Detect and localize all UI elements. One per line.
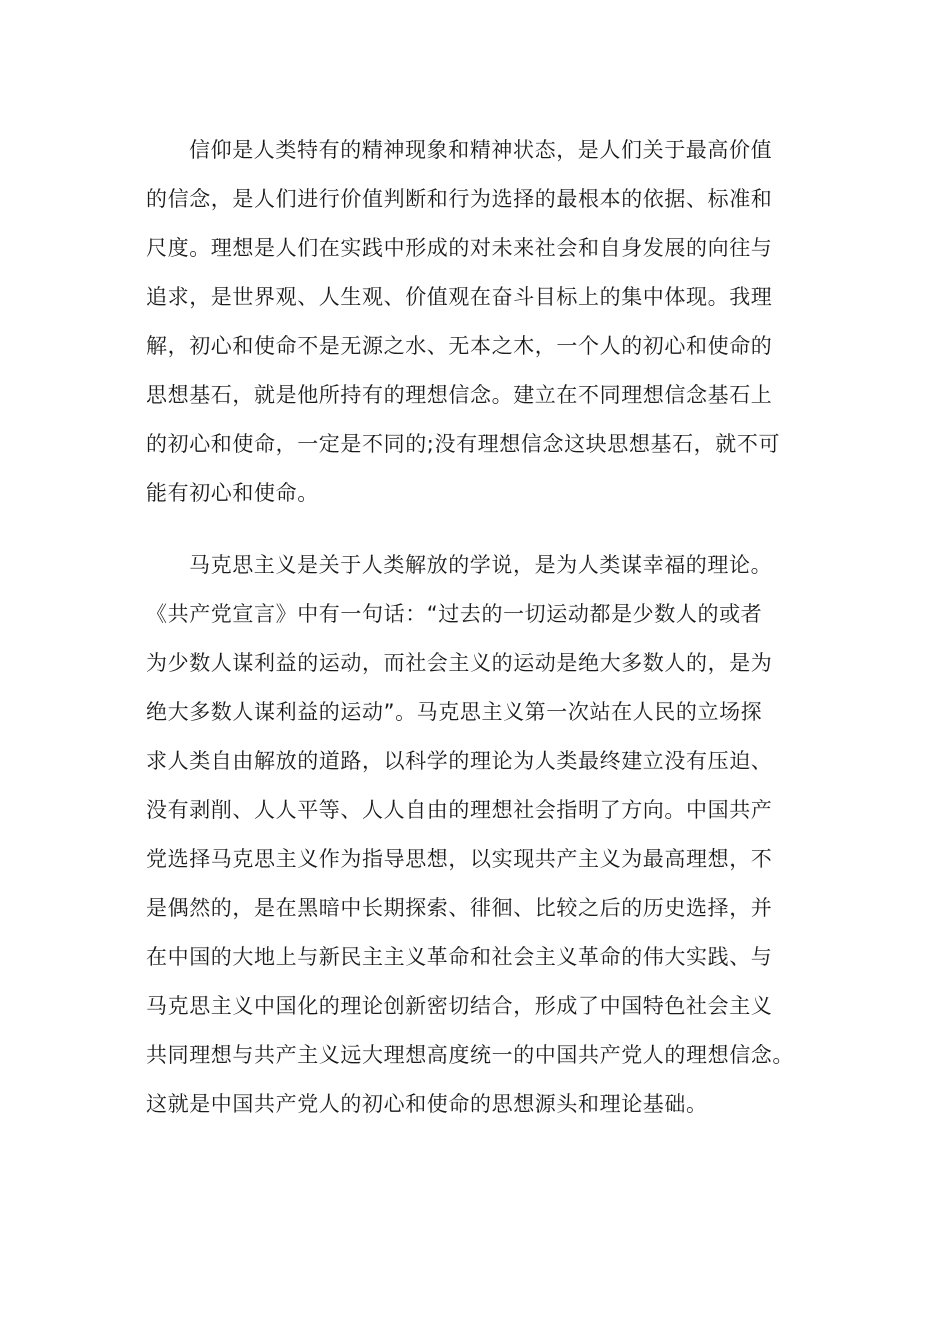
text-line: 尺度。理想是人们在实践中形成的对未来社会和自身发展的向往与	[146, 236, 773, 260]
text-line: 能有初心和使命。	[146, 481, 319, 505]
text-line: 解，初心和使命不是无源之水、无本之木，一个人的初心和使命的	[146, 334, 773, 358]
text-line: 信仰是人类特有的精神现象和精神状态，是人们关于最高价值	[189, 138, 773, 162]
text-line: 马克思主义是关于人类解放的学说，是为人类谋幸福的理论。	[189, 553, 773, 577]
text-line: 思想基石，就是他所持有的理想信念。建立在不同理想信念基石上	[146, 383, 773, 407]
text-line: 马克思主义中国化的理论创新密切结合，形成了中国特色社会主义	[146, 994, 773, 1018]
text-line: 没有剥削、人人平等、人人自由的理想社会指明了方向。中国共产	[146, 798, 773, 822]
text-line: 共同理想与共产主义远大理想高度统一的中国共产党人的理想信念。	[146, 1043, 794, 1067]
text-line: 党选择马克思主义作为指导思想，以实现共产主义为最高理想，不	[146, 847, 773, 871]
text-line: 的信念，是人们进行价值判断和行为选择的最根本的依据、标准和	[146, 187, 773, 211]
text-line: 《共产党宣言》中有一句话：“过去的一切运动都是少数人的或者	[146, 602, 763, 626]
text-line: 在中国的大地上与新民主主义革命和社会主义革命的伟大实践、与	[146, 945, 773, 969]
text-line: 是偶然的，是在黑暗中长期探索、徘徊、比较之后的历史选择，并	[146, 896, 773, 920]
text-line: 绝大多数人谋利益的运动”。马克思主义第一次站在人民的立场探	[146, 700, 763, 724]
text-line: 求人类自由解放的道路，以科学的理论为人类最终建立没有压迫、	[146, 749, 773, 773]
text-line: 的初心和使命，一定是不同的;没有理想信念这块思想基石，就不可	[146, 432, 781, 456]
text-line: 这就是中国共产党人的初心和使命的思想源头和理论基础。	[146, 1092, 708, 1116]
text-line: 追求，是世界观、人生观、价值观在奋斗目标上的集中体现。我理	[146, 285, 773, 309]
text-line: 为少数人谋利益的运动，而社会主义的运动是绝大多数人的，是为	[146, 651, 773, 675]
